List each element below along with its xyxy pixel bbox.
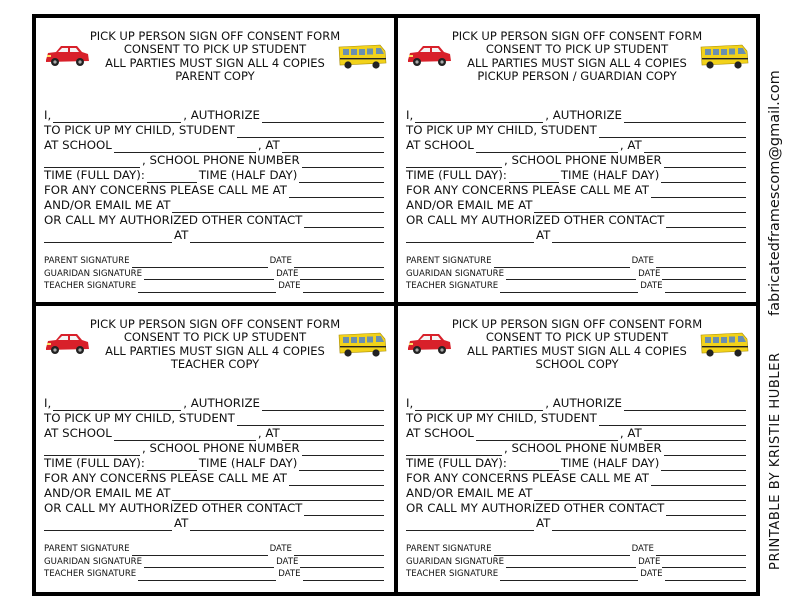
- form-title: PICK UP PERSON SIGN OFF CONSENT FORM: [89, 317, 341, 331]
- pickup-person-field[interactable]: [624, 111, 746, 123]
- at2-label: AT: [174, 516, 189, 530]
- school-address-field[interactable]: [282, 141, 384, 153]
- other-contact-phone-field[interactable]: [190, 519, 384, 531]
- parent-signature-field[interactable]: [132, 258, 268, 268]
- school-address-field[interactable]: [644, 429, 746, 441]
- authorizer-name-field[interactable]: [53, 111, 181, 123]
- authorizer-name-field[interactable]: [53, 399, 181, 411]
- school-address-field[interactable]: [282, 429, 384, 441]
- date-label: DATE: [638, 556, 661, 567]
- authorize-label: , AUTHORIZE: [183, 108, 261, 122]
- consent-form-copy-1: [36, 18, 394, 302]
- form-subtitle: CONSENT TO PICK UP STUDENT: [123, 42, 307, 57]
- pick-up-label: TO PICK UP MY CHILD, STUDENT: [406, 123, 597, 137]
- school-name-field[interactable]: [114, 141, 256, 153]
- guardian-date-field[interactable]: [300, 270, 384, 280]
- guardian-date-field[interactable]: [662, 558, 746, 568]
- guardian-signature-label: GUARIDAN SIGNATURE: [406, 268, 505, 279]
- other-contact-phone-field[interactable]: [190, 231, 384, 243]
- time-half-field[interactable]: [661, 459, 746, 471]
- form-title: PICK UP PERSON SIGN OFF CONSENT FORM: [451, 317, 703, 331]
- consent-fields: [44, 108, 386, 243]
- time-full-field[interactable]: [509, 171, 559, 183]
- guardian-signature-label: GUARIDAN SIGNATURE: [44, 268, 143, 279]
- parent-email-field[interactable]: [172, 201, 384, 213]
- concerns-label: FOR ANY CONCERNS PLEASE CALL ME AT: [406, 471, 650, 485]
- school-phone-field[interactable]: [664, 444, 746, 456]
- authorize-label: , AUTHORIZE: [545, 396, 623, 410]
- guardian-signature-field[interactable]: [144, 558, 274, 568]
- email-label: AND/OR EMAIL ME AT: [406, 486, 533, 500]
- at-school-label: AT SCHOOL: [44, 138, 112, 152]
- school-phone-label: , SCHOOL PHONE NUMBER: [504, 441, 662, 455]
- email-label: AND/OR EMAIL ME AT: [44, 486, 171, 500]
- pickup-person-field[interactable]: [624, 399, 746, 411]
- other-contact-name-field[interactable]: [406, 231, 534, 243]
- school-city-field[interactable]: [406, 444, 502, 456]
- time-half-label: TIME (HALF DAY): [560, 456, 660, 470]
- school-address-field[interactable]: [644, 141, 746, 153]
- time-full-label: TIME (FULL DAY):: [44, 168, 145, 182]
- parent-signature-field[interactable]: [132, 546, 268, 556]
- parent-phone-field[interactable]: [289, 186, 384, 198]
- date-label: DATE: [278, 281, 301, 291]
- guardian-signature-field[interactable]: [144, 270, 274, 280]
- form-subtitle: CONSENT TO PICK UP STUDENT: [123, 330, 307, 345]
- guardian-signature-label: GUARIDAN SIGNATURE: [406, 556, 505, 567]
- teacher-date-field[interactable]: [303, 283, 384, 293]
- at-label: , AT: [619, 426, 642, 440]
- date-label: DATE: [640, 569, 663, 579]
- other-contact-phone-field[interactable]: [552, 231, 746, 243]
- consent-fields: [406, 108, 748, 243]
- form-subtitle: CONSENT TO PICK UP STUDENT: [485, 330, 669, 345]
- at-label: , AT: [257, 138, 280, 152]
- parent-date-field[interactable]: [656, 546, 746, 556]
- date-label: DATE: [631, 256, 654, 266]
- concerns-label: FOR ANY CONCERNS PLEASE CALL ME AT: [44, 183, 288, 197]
- time-half-label: TIME (HALF DAY): [560, 168, 660, 182]
- teacher-signature-label: TEACHER SIGNATURE: [44, 281, 137, 291]
- consent-fields: [406, 396, 748, 531]
- consent-form-copy-3: [36, 306, 394, 592]
- other-contact-field[interactable]: [304, 216, 384, 228]
- parent-email-field[interactable]: [534, 201, 746, 213]
- teacher-signature-field[interactable]: [500, 571, 638, 581]
- time-half-label: TIME (HALF DAY): [198, 168, 298, 182]
- date-label: DATE: [276, 268, 299, 279]
- school-phone-field[interactable]: [302, 444, 384, 456]
- date-label: DATE: [278, 569, 301, 579]
- time-half-label: TIME (HALF DAY): [198, 456, 298, 470]
- school-phone-field[interactable]: [302, 156, 384, 168]
- signature-block: [406, 255, 748, 293]
- form-title: PICK UP PERSON SIGN OFF CONSENT FORM: [89, 29, 341, 43]
- other-contact-field[interactable]: [666, 216, 746, 228]
- time-half-field[interactable]: [661, 171, 746, 183]
- teacher-date-field[interactable]: [665, 571, 746, 581]
- school-city-field[interactable]: [44, 444, 140, 456]
- school-name-field[interactable]: [476, 429, 618, 441]
- parent-phone-field[interactable]: [651, 474, 746, 486]
- parent-email-field[interactable]: [534, 489, 746, 501]
- other-contact-label: OR CALL MY AUTHORIZED OTHER CONTACT: [406, 501, 665, 515]
- consent-form-copy-4: [398, 306, 756, 592]
- teacher-signature-label: TEACHER SIGNATURE: [44, 569, 137, 579]
- pick-up-label: TO PICK UP MY CHILD, STUDENT: [44, 123, 235, 137]
- time-half-field[interactable]: [299, 171, 384, 183]
- parent-signature-label: PARENT SIGNATURE: [406, 256, 492, 266]
- time-full-label: TIME (FULL DAY):: [406, 168, 507, 182]
- parent-phone-field[interactable]: [651, 186, 746, 198]
- teacher-date-field[interactable]: [665, 283, 746, 293]
- student-name-field[interactable]: [599, 126, 746, 138]
- school-phone-label: , SCHOOL PHONE NUMBER: [504, 153, 662, 167]
- time-full-field[interactable]: [147, 459, 197, 471]
- parent-signature-field[interactable]: [494, 546, 630, 556]
- other-contact-label: OR CALL MY AUTHORIZED OTHER CONTACT: [44, 501, 303, 515]
- signature-block: [44, 255, 386, 293]
- form-instruction: ALL PARTIES MUST SIGN ALL 4 COPIES: [105, 55, 325, 70]
- date-label: DATE: [638, 268, 661, 279]
- parent-email-field[interactable]: [172, 489, 384, 501]
- teacher-signature-field[interactable]: [500, 283, 638, 293]
- other-contact-name-field[interactable]: [406, 519, 534, 531]
- student-name-field[interactable]: [237, 126, 384, 138]
- date-label: DATE: [276, 556, 299, 567]
- parent-date-field[interactable]: [656, 258, 746, 268]
- date-label: DATE: [631, 544, 654, 554]
- guardian-date-field[interactable]: [662, 270, 746, 280]
- at-school-label: AT SCHOOL: [44, 426, 112, 440]
- student-name-field[interactable]: [599, 414, 746, 426]
- at-school-label: AT SCHOOL: [406, 426, 474, 440]
- teacher-signature-label: TEACHER SIGNATURE: [406, 281, 499, 291]
- time-full-label: TIME (FULL DAY):: [44, 456, 145, 470]
- concerns-label: FOR ANY CONCERNS PLEASE CALL ME AT: [406, 183, 650, 197]
- school-city-field[interactable]: [406, 156, 502, 168]
- guardian-signature-field[interactable]: [506, 558, 636, 568]
- teacher-signature-label: TEACHER SIGNATURE: [406, 569, 499, 579]
- parent-date-field[interactable]: [294, 546, 384, 556]
- pickup-person-field[interactable]: [262, 399, 384, 411]
- parent-date-field[interactable]: [294, 258, 384, 268]
- signature-block: [406, 543, 748, 581]
- i-label: I,: [406, 108, 414, 122]
- i-label: I,: [44, 396, 52, 410]
- copy-label: PICKUP PERSON / GUARDIAN COPY: [477, 69, 677, 84]
- credit-email[interactable]: fabricatedframescom@gmail.com: [767, 70, 783, 316]
- school-phone-field[interactable]: [664, 156, 746, 168]
- school-phone-label: , SCHOOL PHONE NUMBER: [142, 153, 300, 167]
- other-contact-name-field[interactable]: [44, 231, 172, 243]
- copy-label: TEACHER COPY: [170, 357, 260, 372]
- form-instruction: ALL PARTIES MUST SIGN ALL 4 COPIES: [105, 343, 325, 358]
- copy-label: SCHOOL COPY: [535, 357, 619, 372]
- printable-by-credit: PRINTABLE BY KRISTIE HUBLER: [768, 352, 783, 570]
- parent-signature-label: PARENT SIGNATURE: [44, 256, 130, 266]
- at2-label: AT: [536, 516, 551, 530]
- authorizer-name-field[interactable]: [415, 111, 543, 123]
- school-phone-label: , SCHOOL PHONE NUMBER: [142, 441, 300, 455]
- parent-signature-field[interactable]: [494, 258, 630, 268]
- authorize-label: , AUTHORIZE: [545, 108, 623, 122]
- teacher-signature-field[interactable]: [138, 283, 276, 293]
- signature-block: [44, 543, 386, 581]
- parent-signature-label: PARENT SIGNATURE: [406, 544, 492, 554]
- time-half-field[interactable]: [299, 459, 384, 471]
- parent-phone-field[interactable]: [289, 474, 384, 486]
- pick-up-label: TO PICK UP MY CHILD, STUDENT: [44, 411, 235, 425]
- at2-label: AT: [174, 228, 189, 242]
- i-label: I,: [406, 396, 414, 410]
- at-label: , AT: [257, 426, 280, 440]
- consent-form-copy-2: [398, 18, 756, 302]
- form-title: PICK UP PERSON SIGN OFF CONSENT FORM: [451, 29, 703, 43]
- school-name-field[interactable]: [476, 141, 618, 153]
- guardian-signature-field[interactable]: [506, 270, 636, 280]
- copy-label: PARENT COPY: [175, 69, 255, 84]
- consent-fields: [44, 396, 386, 531]
- at-label: , AT: [619, 138, 642, 152]
- at-school-label: AT SCHOOL: [406, 138, 474, 152]
- email-label: AND/OR EMAIL ME AT: [44, 198, 171, 212]
- at2-label: AT: [536, 228, 551, 242]
- school-name-field[interactable]: [114, 429, 256, 441]
- other-contact-label: OR CALL MY AUTHORIZED OTHER CONTACT: [44, 213, 303, 227]
- guardian-date-field[interactable]: [300, 558, 384, 568]
- parent-signature-label: PARENT SIGNATURE: [44, 544, 130, 554]
- form-instruction: ALL PARTIES MUST SIGN ALL 4 COPIES: [467, 55, 687, 70]
- email-label: AND/OR EMAIL ME AT: [406, 198, 533, 212]
- other-contact-field[interactable]: [666, 504, 746, 516]
- authorize-label: , AUTHORIZE: [183, 396, 261, 410]
- credit-strip: [761, 14, 785, 596]
- school-city-field[interactable]: [44, 156, 140, 168]
- pickup-person-field[interactable]: [262, 111, 384, 123]
- date-label: DATE: [269, 544, 292, 554]
- other-contact-field[interactable]: [304, 504, 384, 516]
- form-subtitle: CONSENT TO PICK UP STUDENT: [485, 42, 669, 57]
- form-instruction: ALL PARTIES MUST SIGN ALL 4 COPIES: [467, 343, 687, 358]
- date-label: DATE: [269, 256, 292, 266]
- other-contact-label: OR CALL MY AUTHORIZED OTHER CONTACT: [406, 213, 665, 227]
- concerns-label: FOR ANY CONCERNS PLEASE CALL ME AT: [44, 471, 288, 485]
- i-label: I,: [44, 108, 52, 122]
- other-contact-name-field[interactable]: [44, 519, 172, 531]
- time-full-field[interactable]: [147, 171, 197, 183]
- guardian-signature-label: GUARIDAN SIGNATURE: [44, 556, 143, 567]
- time-full-field[interactable]: [509, 459, 559, 471]
- other-contact-phone-field[interactable]: [552, 519, 746, 531]
- date-label: DATE: [640, 281, 663, 291]
- authorizer-name-field[interactable]: [415, 399, 543, 411]
- teacher-signature-field[interactable]: [138, 571, 276, 581]
- pick-up-label: TO PICK UP MY CHILD, STUDENT: [406, 411, 597, 425]
- teacher-date-field[interactable]: [303, 571, 384, 581]
- time-full-label: TIME (FULL DAY):: [406, 456, 507, 470]
- student-name-field[interactable]: [237, 414, 384, 426]
